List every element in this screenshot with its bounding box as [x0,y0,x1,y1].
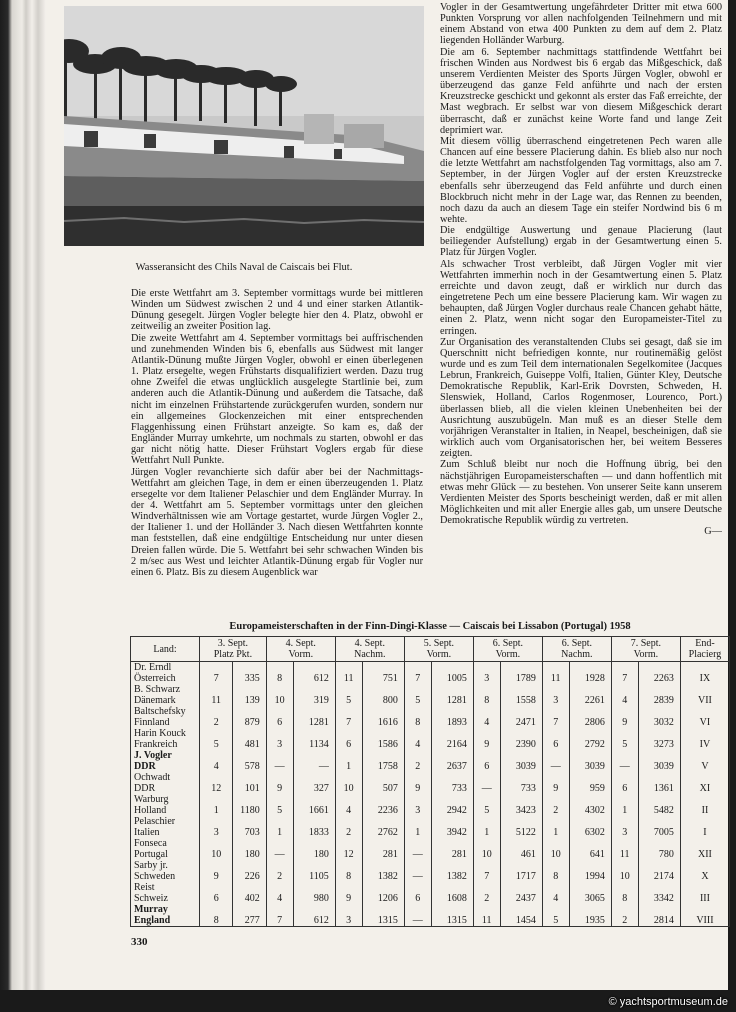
points-cell: 1105 [293,860,335,882]
place-cell: 7 [200,662,233,685]
final-place-cell: VI [680,706,729,728]
points-cell: 2762 [362,816,404,838]
points-cell: 879 [233,706,266,728]
points-cell: 3039 [569,750,611,772]
article-right-column [440,2,722,608]
place-cell: 4 [200,750,233,772]
place-cell: 3 [266,728,293,750]
place-cell: 12 [335,838,362,860]
table-row [131,772,730,794]
place-cell: 2 [335,816,362,838]
final-place-cell: III [680,882,729,904]
points-cell: 1281 [431,684,473,706]
paragraph: Vogler in der Gesamtwertung ungefährdeter Dritter mit etwa 600 Punkten Vorsprung vor allen nachfolgenden Teilnehmern und mit einem Abstand von etwa 400 Punkten zu dem auf dem 2. Platz liegenden Holländer Warburg. [440,2,722,47]
sailor-country: Portugal [134,849,168,860]
table-row [131,684,730,706]
paragraph: Die erste Wettfahrt am 3. September vormittags wurde bei mittleren Winden um Südwest zwischen 2 und 4 und einer starken Atlantik-Dünung gesegelt. Jürgen Vogler belegte hier den 4. Platz, obwohl er zeitweilig an zweiter Position lag. [131,288,423,333]
place-cell: 4 [611,684,638,706]
points-cell: 1833 [293,816,335,838]
final-place-cell: X [680,860,729,882]
points-cell: 3039 [638,750,680,772]
place-cell: 1 [473,816,500,838]
place-cell: 3 [404,794,431,816]
sailor-name: Reist [134,882,155,893]
place-cell: 11 [200,684,233,706]
final-place-cell: I [680,816,729,838]
place-cell: 10 [335,772,362,794]
sailor-country: Schweden [134,871,176,882]
points-cell: 1454 [500,904,542,927]
paragraph: Mit diesem völlig überraschend eingetretenen Pech waren alle Chancen auf eine bessere Placierung dahin. Es blieb also nur noch die letzte Wettfahrt am nachstfolgenden Tag vormittags, also am 7. September, in der Jürgen Vogler auf der ersten Kreuzstrecke ebenfalls sehr überzeugend das Feld anführte und durch einen Blockbruch nicht mehr in der Lage war, das Rennen zu beenden, noch dazu da auch an diesem Tage ein steifer Nordwind bis 6 m wehte. [440,135,722,225]
final-place-cell: V [680,750,729,772]
col-header-r7: 7. Sept. Vorm. [611,637,680,662]
place-cell: 3 [200,816,233,838]
paragraph: Als schwacher Trost verbleibt, daß Jürgen Vogler mit vier Wettfahrten immerhin noch in der Gesamtwertung einen 5. Platz erreichte und davon zeugt, daß er wirklich nur durch das eingetretene Pech um eine bessere Placierung kam. Wir wagen zu behaupten, daß Jürgen Vogler durchaus reale Chancen gehabt hätte, einen 2. Platz, wenn nicht sogar den Europameister-Titel zu erringen. [440,258,722,337]
article-left-column [131,288,423,578]
sailor-cell [131,750,200,772]
points-cell: 1281 [293,706,335,728]
points-cell: 1134 [293,728,335,750]
final-place-cell: XI [680,772,729,794]
points-cell: 101 [233,772,266,794]
points-cell: 5482 [638,794,680,816]
sailor-cell [131,904,200,927]
place-cell: 4 [335,794,362,816]
place-cell: 6 [473,750,500,772]
place-cell: 5 [611,728,638,750]
place-cell: — [266,750,293,772]
place-cell: 10 [200,838,233,860]
points-cell: 2814 [638,904,680,927]
table-row [131,816,730,838]
place-cell: 12 [200,772,233,794]
place-cell: 9 [200,860,233,882]
paragraph: Die zweite Wettfahrt am 4. September vormittags bei auffrischenden und zunehmenden Winden bis 6, ebenfalls aus Südwest mit langer Atlantik-Dünung mußte Jürgen Vogler, obwohl er einen überlegenen 1. Platz ersegelte, wegen Frühstarts disqualifiziert werden. Dazu trug ohne Zweifel die etwas unglücklich ausgelegte Startlinie bei, zum anderen auch die Atlantik-Dünung und außerdem die Tatsache, daß nicht im einzelnen Frühstartende zurückgerufen wurden, sondern nur ein allgemeines Glockenzeichen mit einer entsprechenden Flaggenhissung einen Frühstart anzeigte. So kam es, daß der Engländer Murray umkehrte, um nochmals zu starten, obwohl er das gar nicht nötig hatte. Dieser Frühstart Voglers ergab für diese Wettfahrt Null Punkte. [131,332,423,467]
sailor-cell [131,816,200,838]
points-cell: 335 [233,662,266,685]
sailor-name: Baltschefsky [134,706,186,717]
sailor-country: Dänemark [134,695,176,706]
sailor-cell [131,684,200,706]
sailor-name: Dr. Erndl [134,662,172,673]
place-cell: 9 [473,728,500,750]
final-place-cell: IX [680,662,729,685]
sailor-cell [131,662,200,685]
table-row [131,728,730,750]
place-cell: 2 [542,794,569,816]
points-cell: 612 [293,662,335,685]
points-cell: 139 [233,684,266,706]
sailor-name: B. Schwarz [134,684,181,695]
points-cell: 2390 [500,728,542,750]
place-cell: 7 [473,860,500,882]
sailor-name: Fonseca [134,838,167,849]
paragraph: Jürgen Vogler revanchierte sich dafür aber bei der Nachmittags-Wettfahrt am gleichen Tage, in dem er einen überzeugenden 1. Platz ersegelte vor dem Italiener Pelaschier und dem Engländer Murray. In der 4. Wettfahrt am 5. September vormittags unter den gleichen Windverhältnissen wie am Vortage gestartet, wurde Jürgen Vogler 2., der Italiener 1. und der Holländer 3. Nach diesen Wettfahrten konnte man feststellen, daß eine endgültige Entscheidung nur unter diesen Dreien fallen würde. Die 5. Wettfahrt bei sehr schwachen Winden bis 2 m/sec aus West und leichter Atlantik-Dünung ergab für Vogler nur einen 6. Platz. Bis zu diesem Augenblick war [131,466,423,578]
place-cell: — [473,772,500,794]
points-cell: 1558 [500,684,542,706]
place-cell: 4 [542,882,569,904]
place-cell: 9 [335,882,362,904]
place-cell: 8 [266,662,293,685]
place-cell: 1 [404,816,431,838]
paragraph: Die endgültige Auswertung und genaue Placierung (laut beiliegender Aufstellung) ergab in der Gesamtwertung einen 5. Platz für Jürgen Vogler. [440,225,722,259]
points-cell: 226 [233,860,266,882]
points-cell: 327 [293,772,335,794]
points-cell: 2792 [569,728,611,750]
table-row [131,706,730,728]
place-cell: 7 [404,662,431,685]
table-row [131,750,730,772]
points-cell: 959 [569,772,611,794]
points-cell: 641 [569,838,611,860]
col-header-r1: 3. Sept. Platz Pkt. [200,637,267,662]
col-header-r4: 5. Sept. Vorm. [404,637,473,662]
points-cell: 612 [293,904,335,927]
place-cell: 11 [335,662,362,685]
points-cell: 1661 [293,794,335,816]
place-cell: — [404,838,431,860]
place-cell: 2 [404,750,431,772]
place-cell: 6 [266,706,293,728]
final-place-cell: XII [680,838,729,860]
sailor-country: Italien [134,827,160,838]
place-cell: 3 [611,816,638,838]
results-body [131,662,730,927]
place-cell: 11 [611,838,638,860]
points-cell: 1994 [569,860,611,882]
author-signature: G— [704,526,722,538]
col-header-r2: 4. Sept. Vorm. [266,637,335,662]
harbor-photo-illustration [64,6,424,246]
points-cell: 578 [233,750,266,772]
points-cell: 733 [500,772,542,794]
sailor-cell [131,706,200,728]
place-cell: 2 [200,706,233,728]
points-cell: 3065 [569,882,611,904]
paragraph: Die am 6. September nachmittags stattfindende Wettfahrt bei frischen Winden aus Nordwest bis 6 ergab das Mißgeschick, daß unserem Verdienten Meister des Sports Jürgen Vogler, obwohl er überzeugend das ganze Feld anführte und nach der ersten Kreuzstrecke geschickt und gekonnt als erster das Faß erreichte, der Mast wegbrach. Er selbst war von diesem Mißgeschick derart überrascht, daß er zunächst keine Worte fand und lange Zeit deprimiert war. [440,46,722,136]
sailor-name: J. Vogler [134,750,172,761]
points-cell: 980 [293,882,335,904]
sailor-name: Ochwadt [134,772,171,783]
sailor-name: Pelaschier [134,816,176,827]
points-cell: 2637 [431,750,473,772]
points-cell: 1789 [500,662,542,685]
place-cell: 7 [266,904,293,927]
place-cell: 6 [335,728,362,750]
points-cell: 507 [362,772,404,794]
place-cell: 2 [473,882,500,904]
final-place-cell: VII [680,684,729,706]
points-cell: 1717 [500,860,542,882]
points-cell: 780 [638,838,680,860]
place-cell: 10 [542,838,569,860]
points-cell: 1315 [431,904,473,927]
points-cell: 319 [293,684,335,706]
sailor-country: Finnland [134,717,170,728]
place-cell: 3 [542,684,569,706]
sailor-country: DDR [134,761,156,772]
place-cell: 5 [200,728,233,750]
place-cell: 8 [200,904,233,927]
sailor-name: Sarby jr. [134,860,168,871]
points-cell: 1361 [638,772,680,794]
table-row [131,860,730,882]
points-cell: 402 [233,882,266,904]
points-cell: 2236 [362,794,404,816]
place-cell: 9 [266,772,293,794]
points-cell: 3273 [638,728,680,750]
points-cell: 751 [362,662,404,685]
paragraph: Zur Organisation des veranstaltenden Clubs sei gesagt, daß sie im Querschnitt nicht befriedigen konnte, nur routinemäßig gelöst wurde und es zum Teil dem internationalen Segelkomitee (Jacques Lebrun, Frankreich, Guiseppe Volfi, Italien, Günter Kley, Deutsche Demokratische Republik, Karl-Erik Dovrsten, Schweden, H. Slenswiek, Holland, Carlos Rogenmoser, Lourenco, Port.) überlassen blieb, all die vielen kleinen Unebenheiten bei der Ausrichtung auszubügeln. Man muß es an dieser Stelle dem vorjährigen Veranstalter in Italien, in Neapel, bescheinigen, daß sie wirklich auch vom Organisatorischen her, bei weitem Besseres zeigten. [440,336,722,460]
table-row [131,794,730,816]
place-cell: 5 [473,794,500,816]
place-cell: 7 [611,662,638,685]
place-cell: 4 [404,728,431,750]
place-cell: — [611,750,638,772]
points-cell: 1382 [431,860,473,882]
points-cell: 2839 [638,684,680,706]
place-cell: 3 [473,662,500,685]
place-cell: — [404,904,431,927]
final-place-cell: IV [680,728,729,750]
place-cell: 5 [542,904,569,927]
place-cell: 2 [266,860,293,882]
place-cell: — [542,750,569,772]
harbor-photo [64,6,424,246]
points-cell: 733 [431,772,473,794]
photo-caption: Wasseransicht des Chils Naval de Caiscais bei Flut. [135,262,353,273]
place-cell: — [404,860,431,882]
watermark: © yachtsportmuseum.de [608,996,728,1008]
place-cell: 11 [542,662,569,685]
place-cell: 1 [611,794,638,816]
points-cell: 2942 [431,794,473,816]
points-cell: 3039 [500,750,542,772]
points-cell: 7005 [638,816,680,838]
points-cell: 1206 [362,882,404,904]
sailor-country: Holland [134,805,167,816]
place-cell: 6 [542,728,569,750]
place-cell: 8 [611,882,638,904]
sailor-country: Frankreich [134,739,178,750]
points-cell: 1935 [569,904,611,927]
points-cell: 1616 [362,706,404,728]
points-cell: 2164 [431,728,473,750]
place-cell: 9 [404,772,431,794]
place-cell: 6 [404,882,431,904]
points-cell: 2263 [638,662,680,685]
points-cell: 703 [233,816,266,838]
col-header-r3: 4. Sept. Nachm. [335,637,404,662]
points-cell: — [293,750,335,772]
place-cell: 6 [611,772,638,794]
table-row [131,838,730,860]
sailor-cell [131,794,200,816]
sailor-name: Harin Kouck [134,728,186,739]
points-cell: 281 [431,838,473,860]
col-header-land: Land: [131,637,200,662]
points-cell: 1315 [362,904,404,927]
points-cell: 1005 [431,662,473,685]
table-row [131,904,730,927]
place-cell: 11 [473,904,500,927]
points-cell: 3032 [638,706,680,728]
final-place-cell: II [680,794,729,816]
points-cell: 1382 [362,860,404,882]
page-number: 330 [131,936,148,948]
place-cell: 7 [335,706,362,728]
points-cell: 2174 [638,860,680,882]
place-cell: 7 [542,706,569,728]
points-cell: 1180 [233,794,266,816]
points-cell: 481 [233,728,266,750]
place-cell: 6 [200,882,233,904]
place-cell: 5 [335,684,362,706]
sailor-cell [131,838,200,860]
place-cell: 1 [200,794,233,816]
points-cell: 6302 [569,816,611,838]
col-header-r6: 6. Sept. Nachm. [542,637,611,662]
final-place-cell: VIII [680,904,729,927]
results-table-title: Europameisterschaften in der Finn-Dingi-Klasse — Caiscais bei Lissabon (Portugal) 1958 [229,621,631,632]
points-cell: 2806 [569,706,611,728]
points-cell: 1608 [431,882,473,904]
points-cell: 4302 [569,794,611,816]
points-cell: 461 [500,838,542,860]
sailor-country: DDR [134,783,156,794]
place-cell: 9 [611,706,638,728]
points-cell: 1586 [362,728,404,750]
points-cell: 3423 [500,794,542,816]
points-cell: 180 [233,838,266,860]
col-header-end: End- Placierg [680,637,729,662]
sailor-cell [131,860,200,882]
points-cell: 180 [293,838,335,860]
place-cell: 8 [335,860,362,882]
sailor-country: Schweiz [134,893,168,904]
table-row [131,882,730,904]
points-cell: 2437 [500,882,542,904]
place-cell: 1 [266,816,293,838]
table-row [131,662,730,685]
place-cell: 8 [542,860,569,882]
points-cell: 1893 [431,706,473,728]
place-cell: 3 [335,904,362,927]
place-cell: 1 [542,816,569,838]
points-cell: 2471 [500,706,542,728]
points-cell: 1758 [362,750,404,772]
sailor-name: Murray [134,904,168,915]
points-cell: 2261 [569,684,611,706]
sailor-cell [131,728,200,750]
place-cell: 4 [266,882,293,904]
place-cell: 8 [404,706,431,728]
points-cell: 281 [362,838,404,860]
sailor-name: Warburg [134,794,169,805]
sailor-cell [131,882,200,904]
place-cell: 5 [404,684,431,706]
sailor-cell [131,772,200,794]
points-cell: 800 [362,684,404,706]
col-header-r5: 6. Sept. Vorm. [473,637,542,662]
points-cell: 277 [233,904,266,927]
sailor-country: Österreich [134,673,176,684]
place-cell: 9 [542,772,569,794]
place-cell: 4 [473,706,500,728]
points-cell: 3942 [431,816,473,838]
place-cell: 2 [611,904,638,927]
place-cell: 8 [473,684,500,706]
place-cell: 5 [266,794,293,816]
place-cell: — [266,838,293,860]
sailor-country: England [134,915,171,926]
place-cell: 10 [611,860,638,882]
points-cell: 3342 [638,882,680,904]
place-cell: 10 [266,684,293,706]
points-cell: 5122 [500,816,542,838]
place-cell: 10 [473,838,500,860]
paragraph: Zum Schluß bleibt nur noch die Hoffnung übrig, bei den nächstjährigen Europameisterschaften — und dann hoffentlich mit etwas mehr Glück — zu bestehen. Von unserer Seite kann unserem Verdienten Meister des Sports bescheinigt werden, daß er mit allen Möglichkeiten und mit aller Energie alles gab, um unsere Deutsche Demokratische Republik würdig zu vertreten. [440,459,722,527]
place-cell: 1 [335,750,362,772]
results-table [130,636,730,927]
points-cell: 1928 [569,662,611,685]
table-header-row [131,637,730,662]
